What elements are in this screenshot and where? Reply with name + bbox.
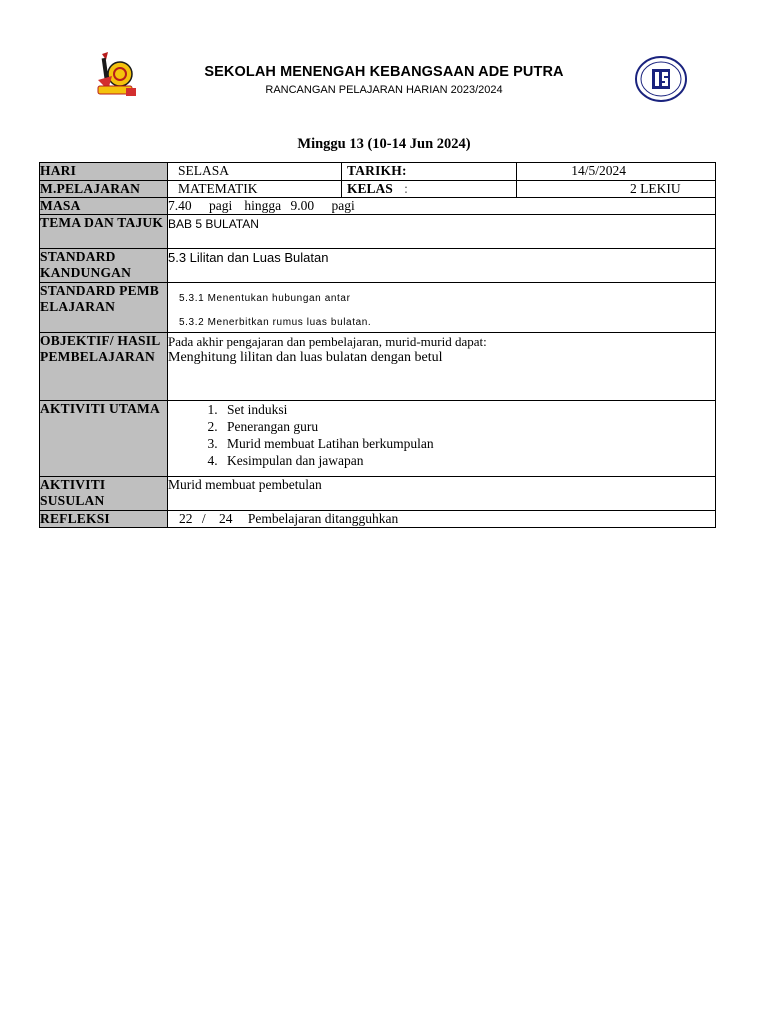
- masa-to: hingga: [244, 198, 282, 213]
- row-objektif: [40, 333, 716, 401]
- objektif-line-2: Menghitung lilitan dan luas bulatan dengan betul: [168, 350, 443, 365]
- sp-item-2: 5.3.2 Menerbitkan rumus luas bulatan.: [179, 317, 372, 328]
- row-refleksi: [40, 511, 716, 528]
- kelas-label: KELAS: [347, 181, 393, 196]
- row-subject: [40, 181, 716, 198]
- kelas-colon: :: [404, 181, 408, 196]
- objektif-value: [168, 333, 716, 401]
- tema-value: BAB 5 BULATAN: [168, 215, 716, 249]
- sp-label: STANDARD PEMBELAJARAN: [40, 283, 168, 333]
- list-item: 2. Penerangan guru: [221, 418, 715, 435]
- week-title: Minggu 13 (10-14 Jun 2024): [297, 136, 471, 152]
- masa-label: MASA: [40, 198, 168, 215]
- aktiviti-value: [168, 401, 716, 477]
- objektif-line-1: Pada akhir pengajaran dan pembelajaran, murid-murid dapat:: [168, 334, 487, 349]
- masa-start-unit: pagi: [209, 198, 233, 213]
- sk-label: STANDARD KANDUNGAN: [40, 249, 168, 283]
- plan-title: RANCANGAN PELAJARAN HARIAN 2023/2024: [265, 84, 503, 96]
- refleksi-slash: /: [201, 511, 206, 526]
- aktiviti-label: AKTIVITI UTAMA: [40, 401, 168, 477]
- lesson-plan-table: [39, 162, 716, 528]
- tarikh-value: [517, 163, 716, 181]
- tema-label: TEMA DAN TAJUK: [40, 215, 168, 249]
- refleksi-label: REFLEKSI: [40, 511, 168, 528]
- list-item: 4. Kesimpulan dan jawapan: [221, 452, 715, 469]
- refleksi-text: Pembelajaran ditangguhkan: [247, 511, 399, 526]
- refleksi-denominator: 24: [219, 511, 233, 526]
- hari-label: HARI: [40, 163, 168, 181]
- list-item: 3. Murid membuat Latihan berkumpulan: [221, 435, 715, 452]
- susulan-label: AKTIVITI SUSULAN: [40, 477, 168, 511]
- tarikh-label: TARIKH:: [342, 163, 517, 181]
- row-aktiviti-utama: [40, 401, 716, 477]
- tarikh-date: 14/5/2024: [571, 163, 626, 178]
- kelas-value-cell: [517, 181, 716, 198]
- row-aktiviti-susulan: [40, 477, 716, 511]
- list-item: 1. Set induksi: [221, 401, 715, 418]
- sk-value: 5.3 Lilitan dan Luas Bulatan: [168, 249, 716, 283]
- masa-value: [168, 198, 716, 215]
- hari-value: SELASA: [168, 163, 342, 181]
- refleksi-value: [168, 511, 716, 528]
- masa-start: 7.40: [168, 198, 192, 213]
- refleksi-numerator: 22: [179, 511, 193, 526]
- row-standard-kandungan: [40, 249, 716, 283]
- row-tema: [40, 215, 716, 249]
- aktiviti-list: [168, 401, 715, 469]
- kelas-cell: [342, 181, 517, 198]
- row-standard-pembelajaran: [40, 283, 716, 333]
- school-name: SEKOLAH MENENGAH KEBANGSAAN ADE PUTRA: [204, 64, 564, 80]
- masa-end: 9.00: [290, 198, 315, 213]
- sp-value: [168, 283, 716, 333]
- objektif-label: OBJEKTIF/ HASIL PEMBELAJARAN: [40, 333, 168, 401]
- masa-end-unit: pagi: [331, 198, 355, 213]
- row-masa: [40, 198, 716, 215]
- susulan-value: Murid membuat pembetulan: [168, 477, 716, 511]
- row-hari: [40, 163, 716, 181]
- subject-label: M.PELAJARAN: [40, 181, 168, 198]
- kelas-value: 2 LEKIU: [630, 181, 681, 196]
- sp-item-1: 5.3.1 Menentukan hubungan antar: [179, 293, 351, 304]
- subject-value: MATEMATIK: [168, 181, 342, 198]
